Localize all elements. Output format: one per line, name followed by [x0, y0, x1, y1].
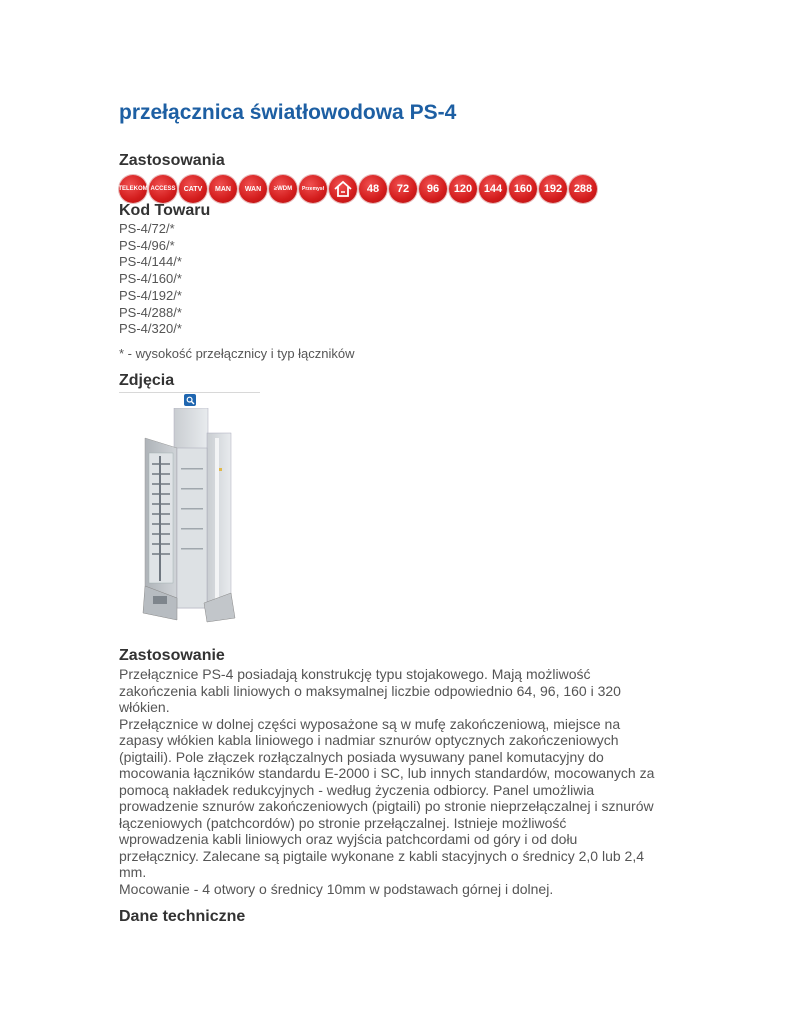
usage-description	[119, 666, 659, 897]
section-usage-heading: Zastosowanie	[119, 647, 225, 664]
paragraph: Mocowanie - 4 otwory o średnicy 10mm w podstawach górnej i dolnej.	[119, 880, 554, 897]
product-code: PS-4/72/*	[119, 221, 175, 236]
badge-48: 48	[359, 175, 387, 203]
badge-wan: WAN	[239, 175, 267, 203]
badge-96: 96	[419, 175, 447, 203]
code-note: * - wysokość przełącznicy i typ łączników	[119, 346, 355, 361]
zoom-icon[interactable]	[184, 394, 196, 406]
home-icon	[329, 175, 357, 203]
badge-man: MAN	[209, 175, 237, 203]
badge-telekom: TELEKOM	[119, 175, 147, 203]
page-title: przełącznica światłowodowa PS-4	[119, 101, 457, 124]
photo-divider	[119, 392, 260, 393]
badge-144: 144	[479, 175, 507, 203]
badge-288: 288	[569, 175, 597, 203]
product-code-list	[119, 221, 182, 338]
product-code: PS-4/192/*	[119, 287, 182, 303]
product-code: PS-4/144/*	[119, 254, 182, 270]
product-code: PS-4/288/*	[119, 304, 182, 320]
badge-access: ACCESS	[149, 175, 177, 203]
section-photos-heading: Zdjęcia	[119, 372, 175, 389]
section-technical-heading: Dane techniczne	[119, 908, 246, 925]
paragraph: Przełącznice PS-4 posiadają konstrukcję typu stojakowego. Mają możliwość zakończenia kabli liniowych o maksymalnej liczbie odpowiednio 64, 96, 160 i 320 włókien.	[119, 666, 621, 715]
badge-przemysl: Przemysł	[299, 175, 327, 203]
badge-wdm: ≥WDM	[269, 175, 297, 203]
paragraph: Przełącznice w dolnej części wyposażone są w mufę zakończeniową, miejsce na zapasy włókien kabla liniowego i nadmiar sznurów optycznych zakończeniowych (pigtaili). Pole złączek rozłączalnych posiada wysuwany panel komutacyjny do mocowania łączników standardu E-2000 i SC, lub innych standardów, mocowanych za pomocą nakładek redukcyjnych - według życzenia odbiorcy. Panel umożliwia prowadzenie sznurów zakończeniowych (pigtaili) po stronie nieprzełączalnej i sznurów łączeniowych (patchcordów) po stronie przełączalnej. Istnieje możliwość wprowadzenia kabli liniowych oraz wyjścia patchcordami od góry i od dołu przełącznicy. Zalecane są pigtaile wykonane z kabli stacyjnych o średnicy 2,0 lub 2,4 mm.	[119, 715, 655, 880]
section-product-code-heading: Kod Towaru	[119, 202, 211, 219]
application-badges	[119, 175, 597, 203]
product-code: PS-4/96/*	[119, 237, 175, 253]
badge-160: 160	[509, 175, 537, 203]
product-code: PS-4/320/*	[119, 321, 182, 337]
product-code: PS-4/160/*	[119, 271, 182, 287]
badge-72: 72	[389, 175, 417, 203]
section-applications-heading: Zastosowania	[119, 152, 225, 169]
product-photo[interactable]	[119, 408, 260, 623]
badge-120: 120	[449, 175, 477, 203]
badge-192: 192	[539, 175, 567, 203]
badge-catv: CATV	[179, 175, 207, 203]
